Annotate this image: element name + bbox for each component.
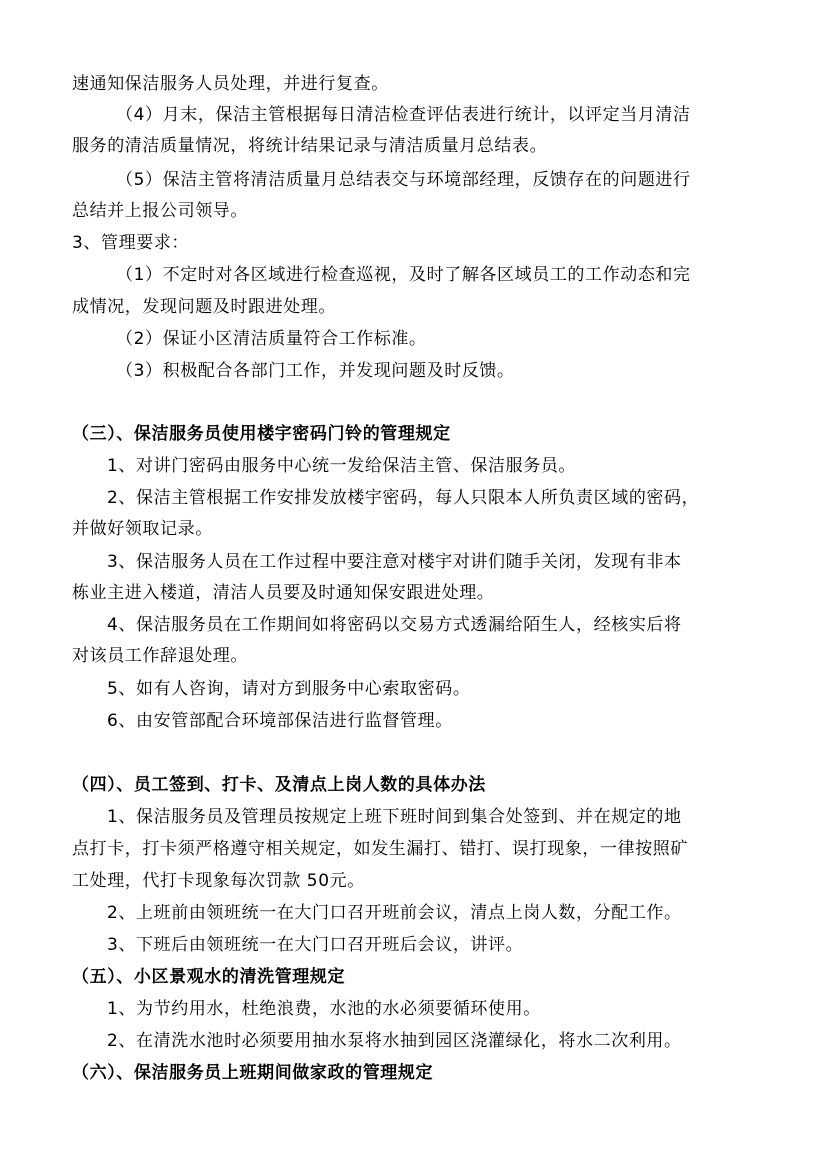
text-line: 服务的清洁质量情况，将统计结果记录与清洁质量月总结表。 [72, 136, 548, 156]
text-line: 速通知保洁服务人员处理，并进行复查。 [72, 74, 389, 94]
text-line: 栋业主进入楼道，清洁人员要及时通知保安跟进处理。 [72, 583, 495, 603]
text-line: 3、下班后由领班统一在大门口召开班后会议，讲评。 [107, 935, 524, 955]
text-line: （3）积极配合各部门工作，并发现问题及时反馈。 [116, 361, 515, 381]
text-line: （5）保洁主管将清洁质量月总结表交与环境部经理，反馈存在的问题进行 [116, 170, 691, 190]
text-line: 工处理，代打卡现象每次罚款 50元。 [72, 871, 365, 891]
text-line: 对该员工作辞退处理。 [72, 646, 248, 666]
text-line: 并做好领取记录。 [72, 519, 213, 539]
text-line: 1、为节约用水，杜绝浪费，水池的水必须要循环使用。 [107, 999, 541, 1019]
section-heading: （四）、员工签到、打卡、及清点上岗人数的具体办法 [72, 775, 486, 795]
text-line: 2、上班前由领班统一在大门口召开班前会议，清点上岗人数，分配工作。 [107, 903, 682, 923]
section-heading: （三）、保洁服务员使用楼宇密码门铃的管理规定 [72, 424, 451, 444]
text-line: 5、如有人咨询，请对方到服务中心索取密码。 [107, 679, 471, 699]
text-line: 1、对讲门密码由服务中心统一发给保洁主管、保洁服务员。 [107, 456, 577, 476]
section-heading: （六）、保洁服务员上班期间做家政的管理规定 [72, 1063, 434, 1083]
text-line: （4）月末，保洁主管根据每日清洁检查评估表进行统计，以评定当月清洁 [116, 105, 691, 125]
text-line: 2、保洁主管根据工作安排发放楼宇密码，每人只限本人所负责区域的密码， [107, 488, 700, 508]
text-line: 1、保洁服务员及管理员按规定上班下班时间到集合处签到、并在规定的地 [107, 807, 682, 827]
section-heading: （五）、小区景观水的清洗管理规定 [72, 967, 346, 987]
text-line: 2、在清洗水池时必须要用抽水泵将水抽到园区浇灌绿化，将水二次利用。 [107, 1031, 682, 1051]
text-line: 点打卡，打卡须严格遵守相关规定，如发生漏打、错打、误打现象，一律按照矿 [72, 839, 688, 859]
text-line: 成情况，发现问题及时跟进处理。 [72, 297, 336, 317]
text-line: 6、由安管部配合环境部保洁进行监督管理。 [107, 711, 453, 731]
text-line: 4、保洁服务员在工作期间如将密码以交易方式透漏给陌生人，经核实后将 [107, 615, 682, 635]
text-line: （1）不定时对各区域进行检查巡视，及时了解各区域员工的工作动态和完 [116, 265, 691, 285]
text-line: 总结并上报公司领导。 [72, 201, 248, 221]
text-line: 3、保洁服务人员在工作过程中要注意对楼宇对讲们随手关闭，发现有非本 [107, 552, 682, 572]
text-line: （2）保证小区清洁质量符合工作标准。 [116, 329, 427, 349]
section-subheading: 3、管理要求： [72, 233, 190, 253]
